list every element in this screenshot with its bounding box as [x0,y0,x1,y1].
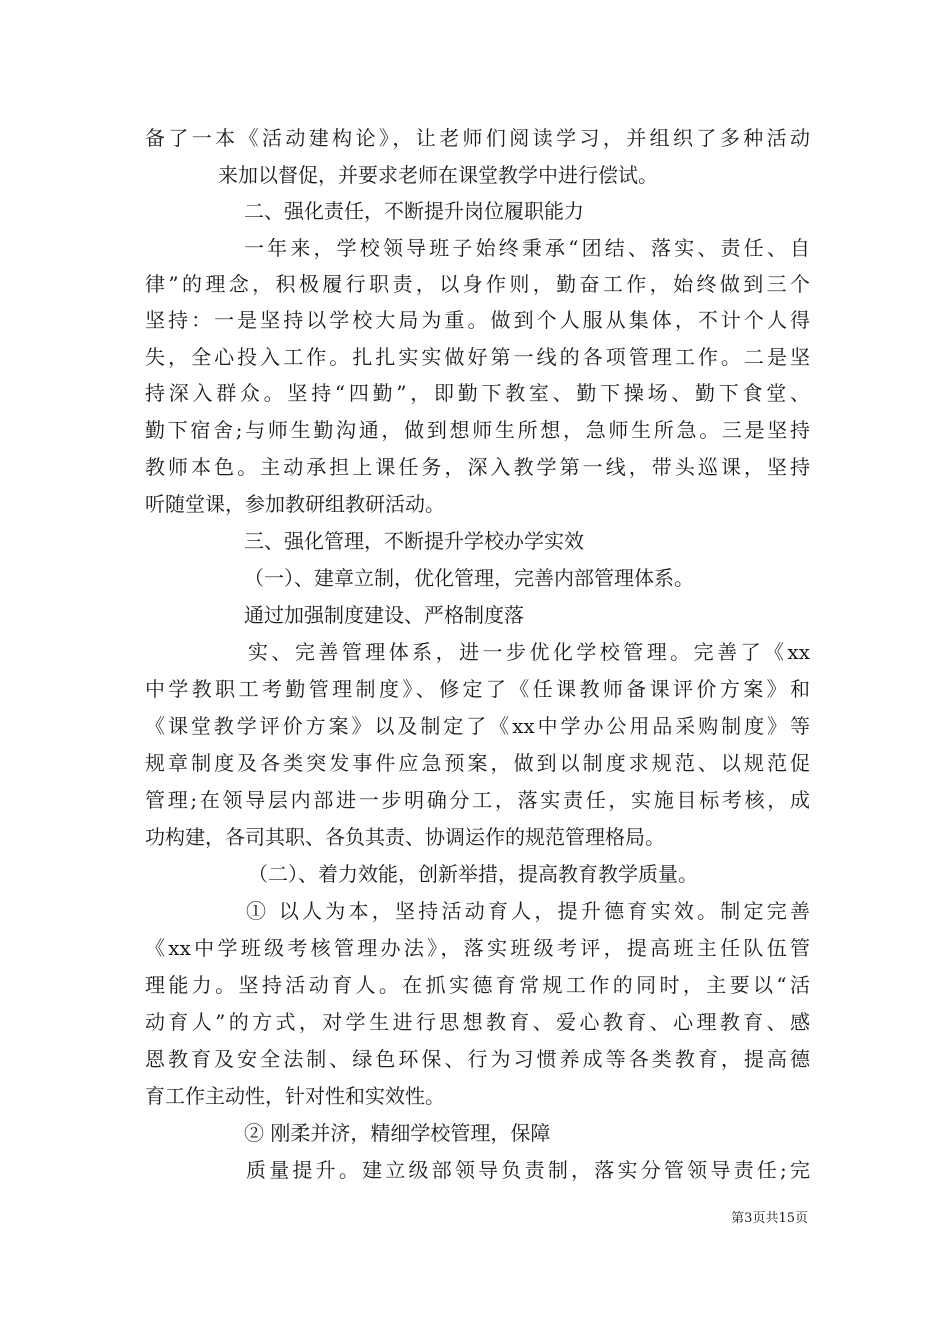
subsection-heading: （二）、着力效能，创新举措，提高教育教学质量。 [248,862,698,886]
body-line: 育工作主动性，针对性和实效性。 [145,1084,445,1108]
body-line: 中学教职工考勤管理制度》、修定了《任课教师备课评价方案》和 [145,677,810,701]
body-line: 实、完善管理体系，进一步优化学校管理。完善了《xx [248,640,810,664]
body-line: 律”的理念，积极履行职责，以身作则，勤奋工作，始终做到三个 [145,272,810,296]
body-line: 《xx中学班级考核管理办法》，落实班级考评，提高班主任队伍管 [145,936,810,960]
body-line: 备了一本《活动建构论》，让老师们阅读学习，并组织了多种活动 [145,126,810,150]
body-line: 动育人”的方式，对学生进行思想教育、爱心教育、心理教育、感 [145,1010,810,1034]
body-line: 教师本色。主动承担上课任务，深入教学第一线，带头巡课，坚持 [145,455,810,479]
body-line: 管理;在领导层内部进一步明确分工，落实责任，实施目标考核，成 [145,788,810,812]
body-line: 一年来，学校领导班子始终秉承“团结、落实、责任、自 [244,236,810,260]
body-line: 失，全心投入工作。扎扎实实做好第一线的各项管理工作。二是坚 [145,345,810,369]
body-line: ① 以人为本，坚持活动育人，提升德育实效。制定完善 [246,899,810,923]
page-footer: 第3页共15页 [731,1211,808,1226]
section-heading: 三、强化管理，不断提升学校办学实效 [244,529,584,553]
body-line: 恩教育及安全法制、绿色环保、行为习惯养成等各类教育，提高德 [145,1047,810,1071]
body-line: 《课堂教学评价方案》以及制定了《xx中学办公用品采购制度》等 [145,714,810,738]
body-line: 通过加强制度建设、严格制度落 [244,603,524,627]
body-line: ② 刚柔并济，精细学校管理，保障 [244,1121,551,1145]
body-line: 勤下宿舍;与师生勤沟通，做到想师生所想，急师生所急。三是坚持 [145,418,810,442]
body-line: 质量提升。建立级部领导负责制，落实分管领导责任;完 [246,1158,810,1182]
body-line: 来加以督促，并要求老师在课堂教学中进行偿试。 [218,163,658,187]
body-line: 规章制度及各类突发事件应急预案，做到以制度求规范、以规范促 [145,751,810,775]
section-heading: 二、强化责任，不断提升岗位履职能力 [244,199,584,223]
subsection-heading: （一）、建章立制，优化管理，完善内部管理体系。 [244,566,694,590]
body-line: 持深入群众。坚持“四勤”，即勤下教室、勤下操场、勤下食堂、 [145,381,810,405]
body-line: 理能力。坚持活动育人。在抓实德育常规工作的同时，主要以“活 [145,973,810,997]
body-line: 功构建，各司其职、各负其责、协调运作的规范管理格局。 [145,825,665,849]
body-line: 坚持：一是坚持以学校大局为重。做到个人服从集体，不计个人得 [145,308,810,332]
body-line: 听随堂课，参加教研组教研活动。 [145,492,445,516]
